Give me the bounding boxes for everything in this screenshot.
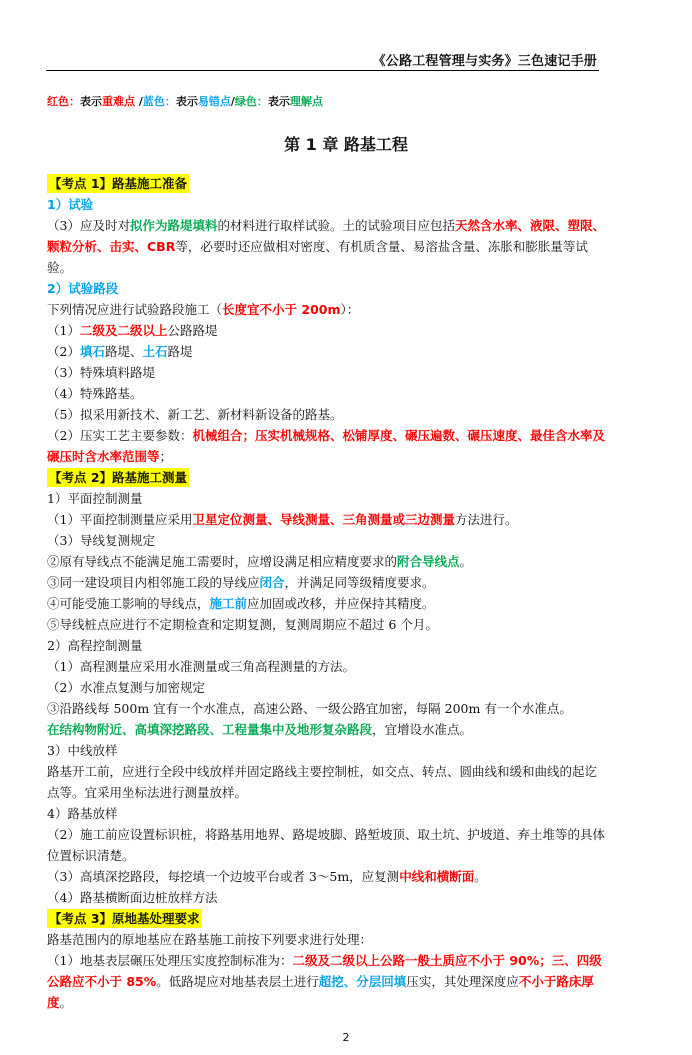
list-item [47,341,607,362]
legend-green-key: 理解点 [289,95,323,108]
paragraph [47,215,607,278]
chapter-title: 第 1 章 路基工程 [284,135,408,154]
paragraph [47,551,607,572]
section-badge: 【考点 3】原地基处理要求 [49,911,200,926]
legend-green-label: 绿色： [234,95,268,108]
list-item [47,320,607,341]
legend-blue-key: 易错点 [197,95,231,108]
paragraph [47,866,607,887]
text-run: ，宜增设水准点。 [372,722,473,737]
blue-highlight: 闭合 [259,575,285,590]
paragraph [47,593,607,614]
paragraph: 4）路基放样 [47,806,118,821]
legend-green-text: 表示 [267,95,290,108]
text-run: （2）压实工艺主要参数： [47,428,193,443]
text-run: （1） [47,323,80,338]
color-legend [47,93,323,109]
text-run: （1）地基表层碾压处理压实度控制标准为： [47,953,293,968]
paragraph: 1）平面控制测量 [47,491,143,506]
blue-highlight: 填石 [79,344,105,359]
red-highlight: 长度宜不小于 200m [222,302,341,317]
red-highlight: 不小于路床厚度 [47,974,594,1010]
header-divider [46,70,599,71]
red-highlight: 中线和横断面 [399,869,475,884]
legend-blue-label: 蓝色： [142,95,176,108]
red-highlight: 卫星定位测量、导线测量、三角测量或三边测量 [192,512,455,527]
text-run: 。 [459,554,473,569]
legend-red-label: 红色： [47,95,80,108]
legend-red-key: 重难点 [102,95,135,108]
paragraph: 3）中线放样 [47,743,118,758]
paragraph: 路基开工前，应进行全段中线放样并固定路线主要控制桩，如交点、转点、圆曲线和缓和曲线的起讫点等。宜采用坐标法进行测量放样。 [47,764,598,800]
list-item: （4）特殊路基。 [47,386,143,401]
text-run: ②原有导线点不能满足施工需要时，应增设满足相应精度要求的 [47,554,398,569]
text-run: 公路路堤 [167,323,218,338]
text-run: ④可能受施工影响的导线点， [47,596,210,611]
legend-blue-text: 表示 [175,95,198,108]
paragraph: （4）路基横断面边桩放样方法 [47,890,218,905]
text-run: ； [159,449,173,464]
legend-red-text: 表示 [80,95,102,108]
paragraph [47,572,607,593]
text-run: 的材料进行取样试验。土的试验项目应包括 [217,218,455,233]
text-run: 等，必要时还应做相对密度、有机质含量、易溶盐含量、冻胀和膨胀量等试验。 [47,239,588,275]
text-run: 下列情况应进行试验路段施工（ [47,302,223,317]
paragraph [47,299,607,320]
legend-sep: / [135,95,143,108]
text-run: ）： [340,302,360,317]
green-highlight: 拟作为路堤填料 [129,218,218,233]
section-badge: 【考点 1】路基施工准备 [49,176,188,191]
red-highlight: 二级及二级以上 [79,323,168,338]
text-run: （1）平面控制测量应采用 [47,512,193,527]
text-run: 路堤 [167,344,193,359]
text-run: ③同一建设项目内相邻施工段的导线应 [47,575,260,590]
paragraph [47,950,607,1013]
blue-highlight: 土石 [142,344,168,359]
paragraph: （2）施工前应设置标识桩，将路基用地界、路堤坡脚、路堑坡顶、取土坑、护坡道、弃土堆等的具体位置标识清楚。 [47,827,605,863]
paragraph: ③沿路线每 500m 宜有一个水准点，高速公路、一级公路宜加密，每隔 200m 有一个水准点。 [47,701,572,716]
document-body [47,173,607,1013]
list-item: （3）特殊填料路堤 [47,365,155,380]
paragraph: （1）高程测量应采用水准测量或三角高程测量的方法。 [47,659,355,674]
legend-sep: / [230,95,235,108]
blue-highlight: 施工前 [209,596,248,611]
running-header: 《公路工程管理与实务》三色速记手册 [372,54,597,69]
green-highlight: 在结构物附近、高填深挖路段、工程量集中及地形复杂路段 [47,722,373,737]
subheading: 2）试验路段 [47,281,119,296]
list-item: （5）拟采用新技术、新工艺、新材料新设备的路基。 [47,407,343,422]
red-highlight: 机械组合；压实机械规格、松铺厚度、碾压遍数、碾压速度、最佳含水率及碾压时含水率范围等 [47,428,605,464]
paragraph: 路基范围内的原地基应在路基施工前按下列要求进行处理： [47,932,373,947]
blue-highlight: 超挖、分层回填 [318,974,407,989]
red-highlight: 天然含水率、液限、塑限、颗粒分析、击实、CBR [47,218,606,254]
text-run: ，并满足同等级精度要求。 [284,575,435,590]
text-run: 应加固或改移，并应保持其精度。 [247,596,435,611]
section-badge: 【考点 2】路基施工测量 [49,470,188,485]
paragraph: （3）导线复测规定 [47,533,155,548]
green-highlight: 附合导线点 [397,554,460,569]
text-run: （2） [47,344,80,359]
text-run: 。 [59,995,73,1010]
text-run: 。 [474,869,487,884]
subheading: 1）试验 [47,197,94,212]
text-run: 路堤、 [104,344,143,359]
paragraph: （2）水准点复测与加密规定 [47,680,205,695]
text-run: 。低路堤应对地基表层土进行 [156,974,319,989]
text-run: （3）应及时对 [47,218,130,233]
red-highlight: 二级及二级以上公路一般土质应不小于 90%；三、四级公路应不小于 85% [47,953,602,989]
page-number: 2 [342,1031,350,1044]
text-run: （3）高填深挖路段，每挖填一个边坡平台或者 3～5m，应复测 [47,869,400,884]
text-run: 方法进行。 [454,512,518,527]
paragraph [47,719,607,740]
paragraph: ⑤导线桩点应进行不定期检查和定期复测，复测周期应不超过 6 个月。 [47,617,438,632]
paragraph [47,509,607,530]
paragraph [47,425,607,467]
text-run: 压实，其处理深度应 [406,974,519,989]
paragraph: 2）高程控制测量 [47,638,143,653]
